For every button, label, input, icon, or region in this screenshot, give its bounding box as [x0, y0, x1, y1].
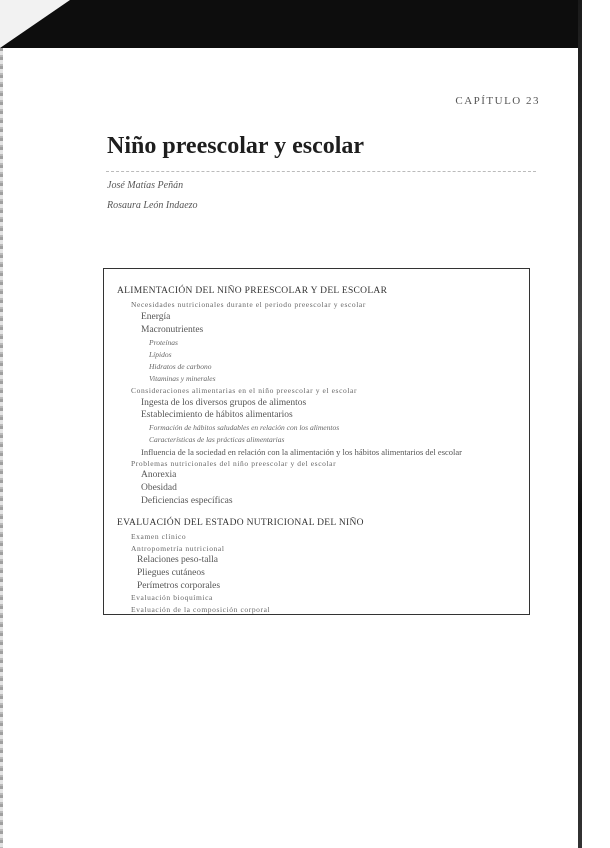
outline-subitem: Formación de hábitos saludables en relación con los alimentos [149, 423, 340, 432]
scan-edge-left [0, 48, 3, 848]
section-heading: EVALUACIÓN DEL ESTADO NUTRICIONAL DEL NIÑO [117, 518, 364, 528]
outline-subitem: Vitaminas y minerales [149, 374, 216, 383]
outline-subheading: Examen clínico [131, 532, 187, 541]
outline-subitem: Hidratos de carbono [149, 362, 212, 371]
outline-subitem: Características de las prácticas alimentarias [149, 435, 285, 444]
outline-item: Macronutrientes [141, 325, 204, 335]
outline-subheading: Evaluación bioquímica [131, 593, 213, 602]
outline-subheading: Problemas nutricionales del niño preescolar y del escolar [131, 459, 337, 468]
outline-item: Pliegues cutáneos [137, 568, 205, 578]
outline-subheading: Consideraciones alimentarias en el niño preescolar y el escolar [131, 386, 358, 395]
outline-subheading: Necesidades nutricionales durante el periodo preescolar y escolar [131, 300, 366, 309]
section-heading: ALIMENTACIÓN DEL NIÑO PREESCOLAR Y DEL ESCOLAR [117, 286, 388, 296]
chapter-label: CAPÍTULO 23 [455, 95, 540, 107]
outline-item: Energía [141, 312, 171, 322]
outline-subitem: Proteínas [149, 338, 178, 347]
outline-subitem: Lípidos [149, 350, 172, 359]
outline-item: Obesidad [141, 483, 177, 493]
author-1: José Matías Peñán [107, 180, 184, 191]
outline-item: Establecimiento de hábitos alimentarios [141, 410, 293, 420]
page-title: Niño preescolar y escolar [107, 133, 365, 159]
outline-subheading: Evaluación de la composición corporal [131, 605, 271, 614]
outline-item: Deficiencias específicas [141, 496, 233, 506]
title-rule [106, 171, 536, 172]
outline-item: Influencia de la sociedad en relación con la alimentación y los hábitos alimentarios del escolar [141, 447, 462, 457]
scan-dark-edge-top [0, 0, 578, 48]
scan-corner [0, 0, 70, 48]
outline-item: Relaciones peso-talla [137, 555, 218, 565]
outline-item: Ingesta de los diversos grupos de alimentos [141, 398, 307, 408]
outline-item: Anorexia [141, 470, 177, 480]
outline-item: Perímetros corporales [137, 581, 221, 591]
author-2: Rosaura León Indaezo [107, 200, 198, 211]
outline-subheading: Antropometría nutricional [131, 544, 225, 553]
scan-dark-edge-right [578, 0, 582, 848]
